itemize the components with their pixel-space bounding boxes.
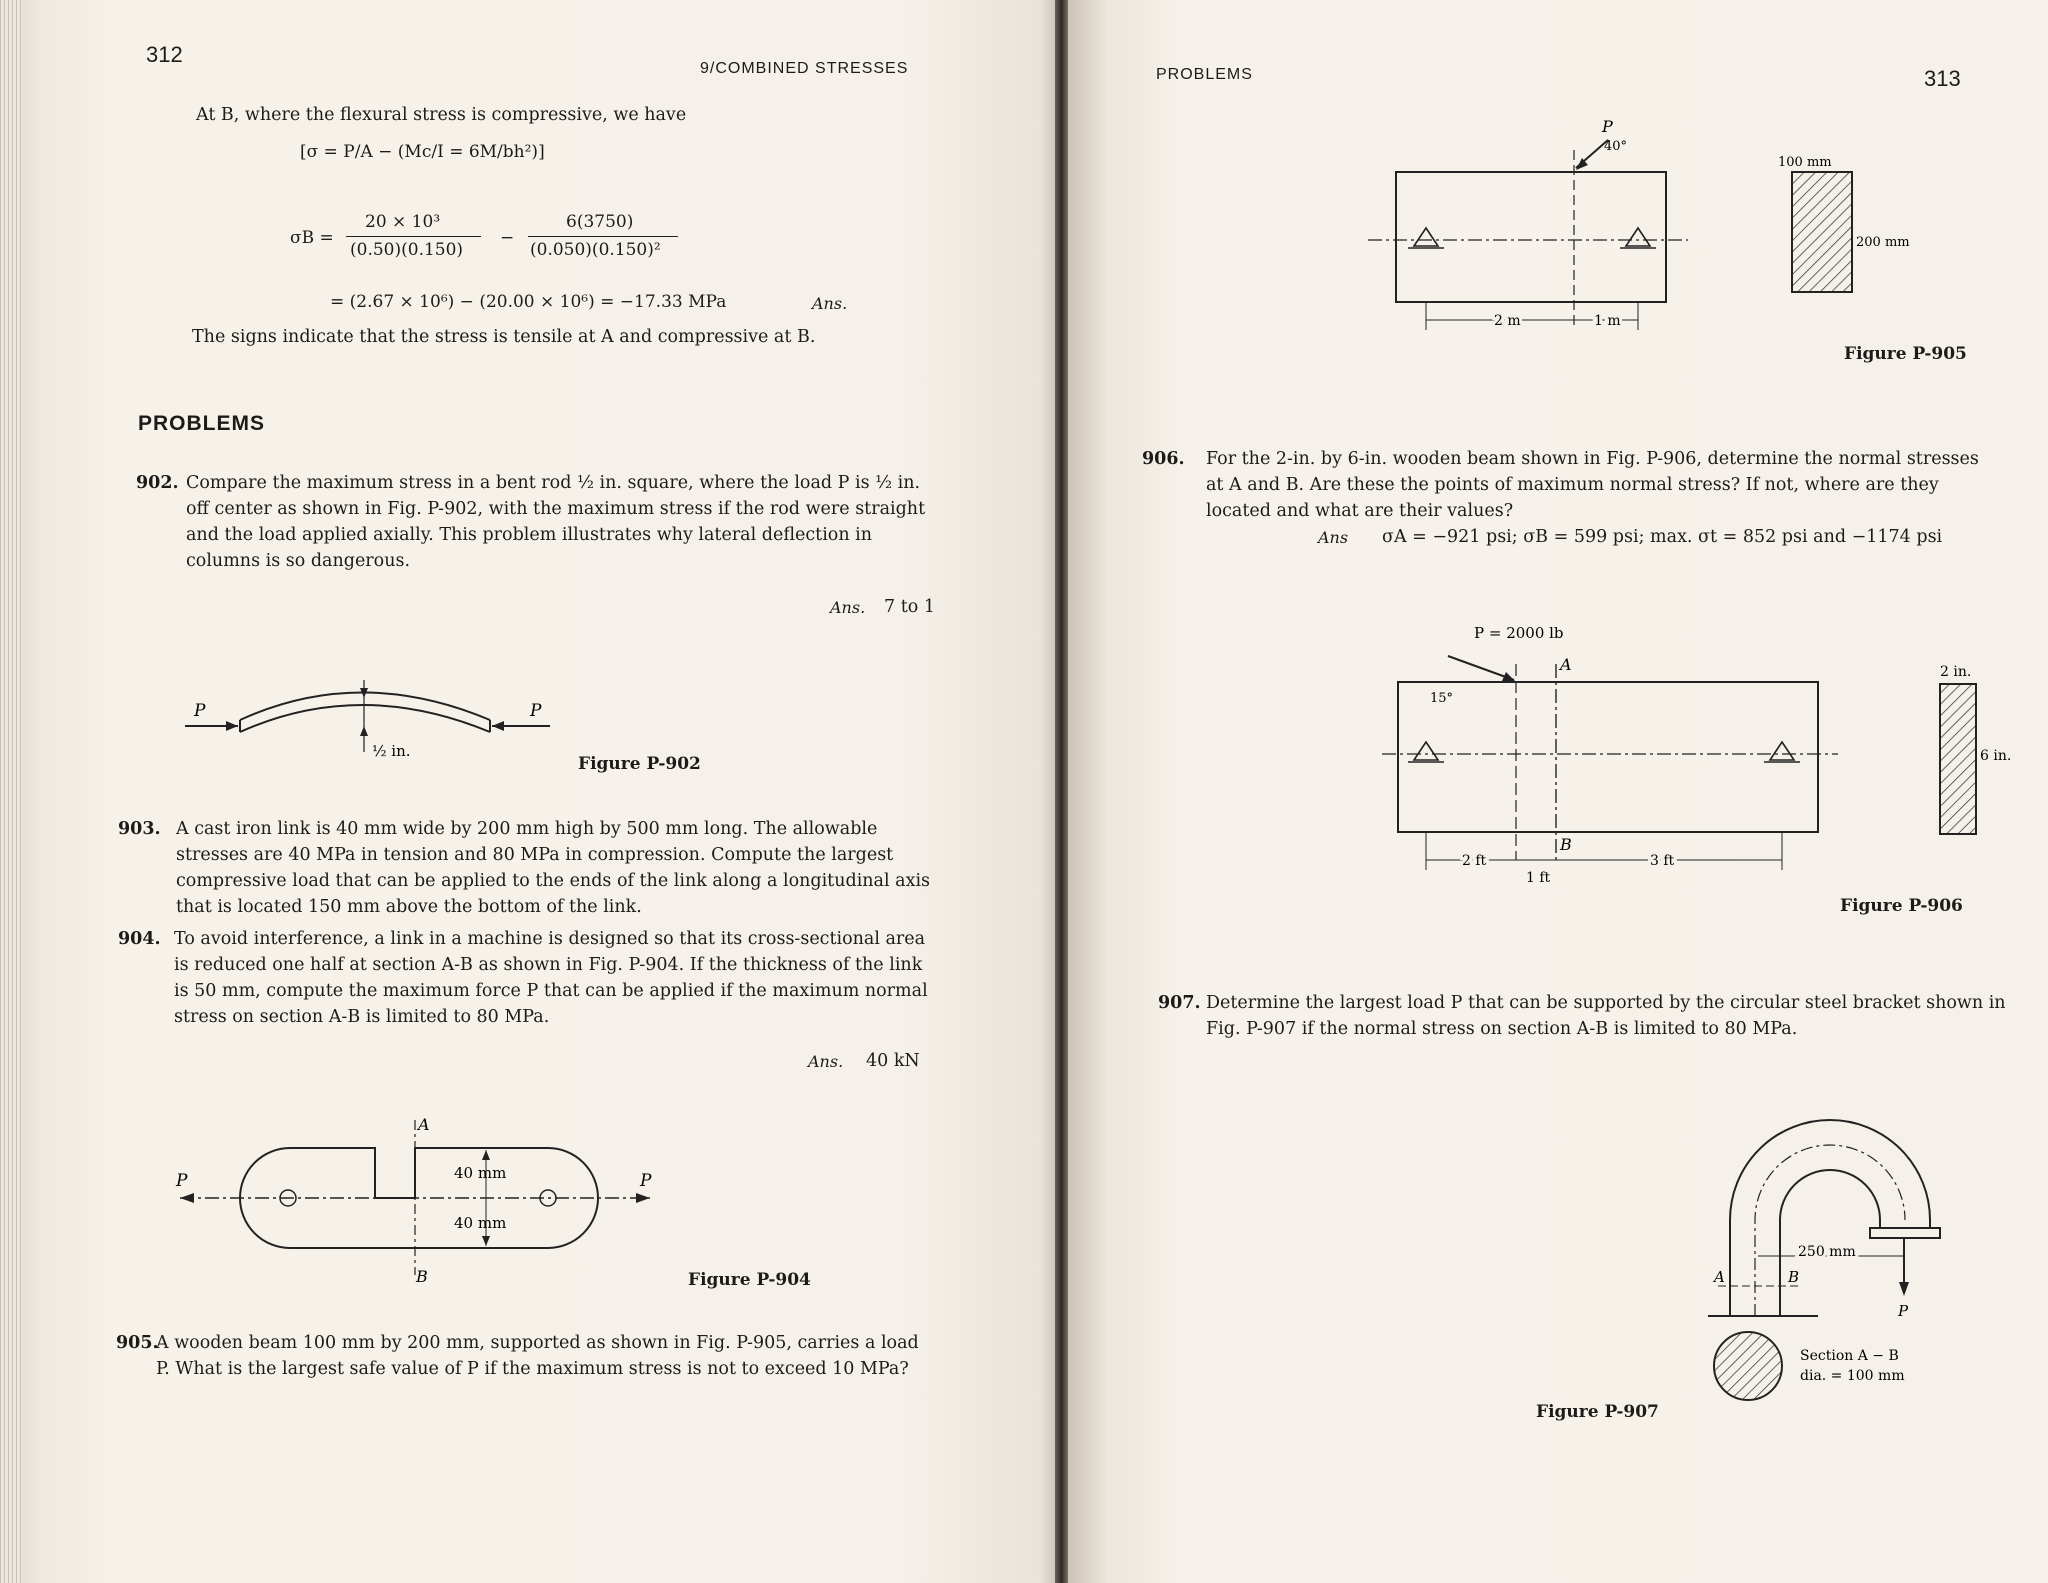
problem-number-905: 905. xyxy=(116,1333,159,1353)
fig906-dim1: 2 ft xyxy=(1462,853,1487,869)
figure-p904 xyxy=(170,1110,670,1286)
equation-numerator-1: 20 × 10³ xyxy=(365,212,441,232)
fig905-load: P xyxy=(1602,117,1613,136)
intro-line: At B, where the flexural stress is compressive, we have xyxy=(196,105,687,125)
equation-general: [σ = P/A − (Mc/I = 6M/bh²)] xyxy=(300,142,545,162)
load-arrow-left xyxy=(180,1193,194,1203)
fig906-angle: 15° xyxy=(1430,691,1454,706)
fig907-label-a: A xyxy=(1714,1268,1725,1286)
section-p906 xyxy=(1940,684,1976,834)
fig906-label-a: A xyxy=(1560,655,1572,674)
running-head-right: PROBLEMS xyxy=(1156,66,1253,83)
bracket-plate xyxy=(1870,1228,1940,1238)
fig907-dim: 250 mm xyxy=(1798,1244,1856,1260)
figure-p902 xyxy=(180,660,600,770)
fig905-span-left: 2 m xyxy=(1494,313,1521,329)
problem-text-903: A cast iron link is 40 mm wide by 200 mm high by 500 mm long. The allowable stresses are 40 MPa in tension and 80 MPa in compression. Compute the largest compressive load that can be applied to the ends of the link along a longitudinal axis that is located 150 mm above the bottom of the link. xyxy=(176,819,931,917)
signs-text: The signs indicate that the stress is tensile at A and compressive at B. xyxy=(192,327,816,347)
fig902-load-left: P xyxy=(194,701,206,721)
figure-caption-905: Figure P-905 xyxy=(1844,344,1967,364)
fig906-dim3: 3 ft xyxy=(1650,853,1675,869)
problem-text-902: Compare the maximum stress in a bent rod ½ in. square, where the load P is ½ in. off center as shown in Fig. P-902, with the maximum stress if the rod were straight and the load applied axially. This problem illustrates why lateral deflection in columns is so dangerous. xyxy=(186,473,926,571)
problem-text-905: A wooden beam 100 mm by 200 mm, supported as shown in Fig. P-905, carries a load P. What is the largest safe value of P if the maximum stress is not to exceed 10 MPa? xyxy=(156,1333,919,1379)
fig904-label-b: B xyxy=(416,1267,428,1286)
problem-text-904: To avoid interference, a link in a machine is designed so that its cross-sectional area is reduced one half at section A-B as shown in Fig. P-904. If the thickness of the link is 50 mm, compute the maximum force P that can be applied if the maximum normal stress on section A-B is limited to 80 MPa. xyxy=(174,929,928,1027)
figure-caption-902: Figure P-902 xyxy=(578,754,701,774)
problem-text-907: Determine the largest load P that can be supported by the circular steel bracket shown in Fig. P-907 if the normal stress on section A-B is limited to 80 MPa. xyxy=(1206,993,2006,1039)
answer-label-906: Ans xyxy=(1318,528,1349,547)
fig904-load-right: P xyxy=(640,1171,652,1191)
rod-bottom-edge xyxy=(240,705,490,732)
answer-label-902: Ans. xyxy=(830,598,866,617)
answer-value-904: 40 kN xyxy=(866,1051,920,1071)
equation-minus: − xyxy=(500,228,515,248)
equation-sigma-b-label: σB = xyxy=(290,228,334,248)
page-number-left: 312 xyxy=(146,42,183,67)
equation-result-ans: Ans. xyxy=(812,294,848,313)
beam-outline xyxy=(1396,172,1666,302)
equation-result: = (2.67 × 10⁶) − (20.00 × 10⁶) = −17.33 MPa xyxy=(330,292,727,312)
fraction-bar-1 xyxy=(346,236,481,237)
book-spine xyxy=(1055,0,1068,1583)
fig904-dim-bottom: 40 mm xyxy=(454,1214,507,1232)
fig906-dim2: 1 ft xyxy=(1526,870,1551,886)
problem-number-907: 907. xyxy=(1158,993,1201,1013)
fig906-sec-height: 6 in. xyxy=(1980,748,2012,764)
fig904-label-a: A xyxy=(418,1115,430,1134)
fig907-section-dia: dia. = 100 mm xyxy=(1800,1368,1905,1384)
fig902-load-right: P xyxy=(530,701,542,721)
fig905-sec-height: 200 mm xyxy=(1856,235,1910,250)
problem-text-906: For the 2-in. by 6-in. wooden beam shown in Fig. P-906, determine the normal stresses at A and B. Are these the points of maximum normal stress? If not, where are they located and what are their values? xyxy=(1206,449,1979,521)
bracket-outer xyxy=(1730,1120,1930,1316)
problem-number-903: 903. xyxy=(118,819,161,839)
rod-top-edge xyxy=(240,693,490,721)
load-arrow-right xyxy=(636,1193,650,1203)
running-head-left: 9/COMBINED STRESSES xyxy=(700,60,909,77)
problem-number-906: 906. xyxy=(1142,449,1185,469)
support-right xyxy=(1626,228,1650,246)
fig902-offset-label: ½ in. xyxy=(372,742,411,760)
problems-heading: PROBLEMS xyxy=(138,412,266,435)
support-left xyxy=(1414,742,1438,760)
fig905-span-right: 1 m xyxy=(1594,313,1621,329)
problem-number-902: 902. xyxy=(136,473,179,493)
fig906-label-b: B xyxy=(1560,835,1572,854)
fig906-sec-width: 2 in. xyxy=(1940,664,1972,680)
fig906-load: P = 2000 lb xyxy=(1474,624,1564,642)
answer-value-906: σA = −921 psi; σB = 599 psi; max. σt = 852 psi and −1174 psi xyxy=(1382,527,1943,547)
fig907-label-b: B xyxy=(1788,1268,1800,1286)
section-p905 xyxy=(1792,172,1852,292)
equation-denominator-2: (0.050)(0.150)² xyxy=(530,240,661,260)
fig907-load: P xyxy=(1898,1302,1909,1320)
fraction-bar-2 xyxy=(528,236,678,237)
equation-denominator-1: (0.50)(0.150) xyxy=(350,240,464,260)
fig905-sec-width: 100 mm xyxy=(1778,155,1832,170)
figure-caption-906: Figure P-906 xyxy=(1840,896,1963,916)
figure-p906 xyxy=(1368,620,2012,890)
fig907-section-title: Section A − B xyxy=(1800,1348,1899,1364)
answer-label-904: Ans. xyxy=(808,1052,844,1071)
right-page xyxy=(1068,0,2048,1583)
figure-caption-904: Figure P-904 xyxy=(688,1270,811,1290)
page-number-right: 313 xyxy=(1924,66,1961,91)
page-edge xyxy=(0,0,22,1583)
figure-caption-907: Figure P-907 xyxy=(1536,1402,1659,1422)
figure-p905 xyxy=(1368,110,1910,340)
fig904-dim-top: 40 mm xyxy=(454,1164,507,1182)
answer-value-902: 7 to 1 xyxy=(884,597,935,617)
figure-p907 xyxy=(1658,1110,2048,1410)
bracket-inner xyxy=(1780,1170,1880,1316)
equation-numerator-2: 6(3750) xyxy=(566,212,634,232)
support-left xyxy=(1414,228,1438,246)
support-right xyxy=(1770,742,1794,760)
section-p907 xyxy=(1714,1332,1782,1400)
fig904-load-left: P xyxy=(176,1171,188,1191)
beam-outline xyxy=(1398,682,1818,832)
problem-number-904: 904. xyxy=(118,929,161,949)
fig905-angle: 40° xyxy=(1604,139,1628,154)
